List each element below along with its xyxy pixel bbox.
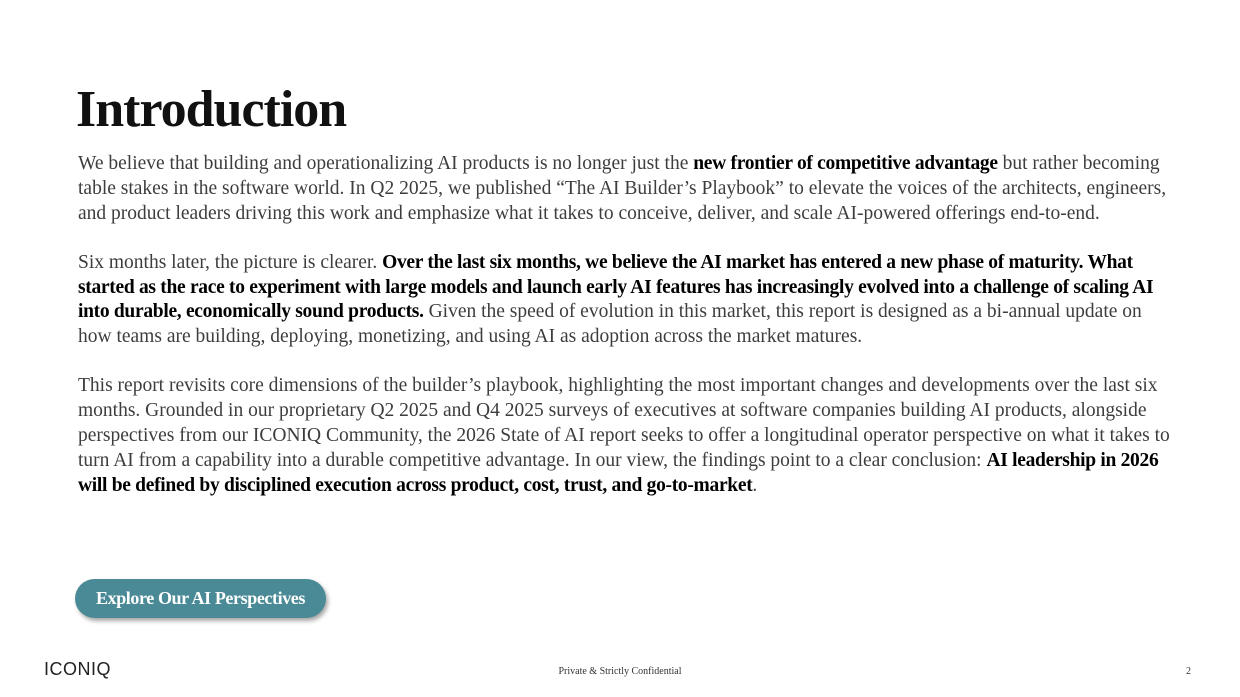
paragraph-3-emphasis: AI leadership in 2026 will be defined by disciplined execution across product, cost, trust, and go-to-market — [78, 449, 1159, 496]
intro-body — [78, 152, 1178, 523]
page-title: Introduction — [76, 81, 347, 138]
page-number: 2 — [1186, 666, 1191, 677]
paragraph-2 — [78, 251, 1178, 350]
confidential-notice: Private & Strictly Confidential — [558, 666, 682, 677]
paragraph-2-emphasis: Over the last six months, we believe the AI market has entered a new phase of maturity. What started as the race to experiment with large models and launch early AI features has increasingly evolved into a challenge of scaling AI into durable, economically sound products. — [78, 251, 1154, 323]
explore-ai-perspectives-label: Explore Our AI Perspectives — [95, 588, 305, 608]
paragraph-1 — [78, 152, 1178, 226]
paragraph-1-emphasis: new frontier of competitive advantage — [693, 153, 998, 174]
paragraph-3-text: This report revisits core dimensions of the builder’s playbook, highlighting the most important changes and developments over the last six months. Grounded in our proprietary Q2 2025 and Q4 2025 surveys of executives at software companies building AI products, alongside perspectives from our ICONIQ Community, the 2026 State of AI report seeks to offer a longitudinal operator perspective on what it takes to turn AI from a capability into a durable competitive advantage. In our view, the findings point to a clear conclusion: — [78, 375, 1170, 471]
paragraph-3 — [78, 374, 1178, 498]
paragraph-1-text-cont: but rather becoming table stakes in the software world. In Q2 2025, we published “The AI Builder’s Playbook” to elevate the voices of the architects, engineers, and product leaders driving this work and emphasize what it takes to conceive, deliver, and scale AI-powered offerings end-to-end. — [78, 153, 1167, 224]
paragraph-2-text-cont: Given the speed of evolution in this market, this report is designed as a bi-annual update on how teams are building, deploying, monetizing, and using AI as adoption across the market matures. — [78, 301, 1142, 348]
iconiq-logo: ICONIQ — [44, 659, 112, 679]
explore-ai-perspectives-button[interactable] — [75, 579, 326, 618]
paragraph-2-text: Six months later, the picture is clearer. — [78, 251, 383, 273]
paragraph-1-text: We believe that building and operationalizing AI products is no longer just the — [78, 153, 694, 174]
paragraph-3-text-end: . — [752, 474, 758, 496]
